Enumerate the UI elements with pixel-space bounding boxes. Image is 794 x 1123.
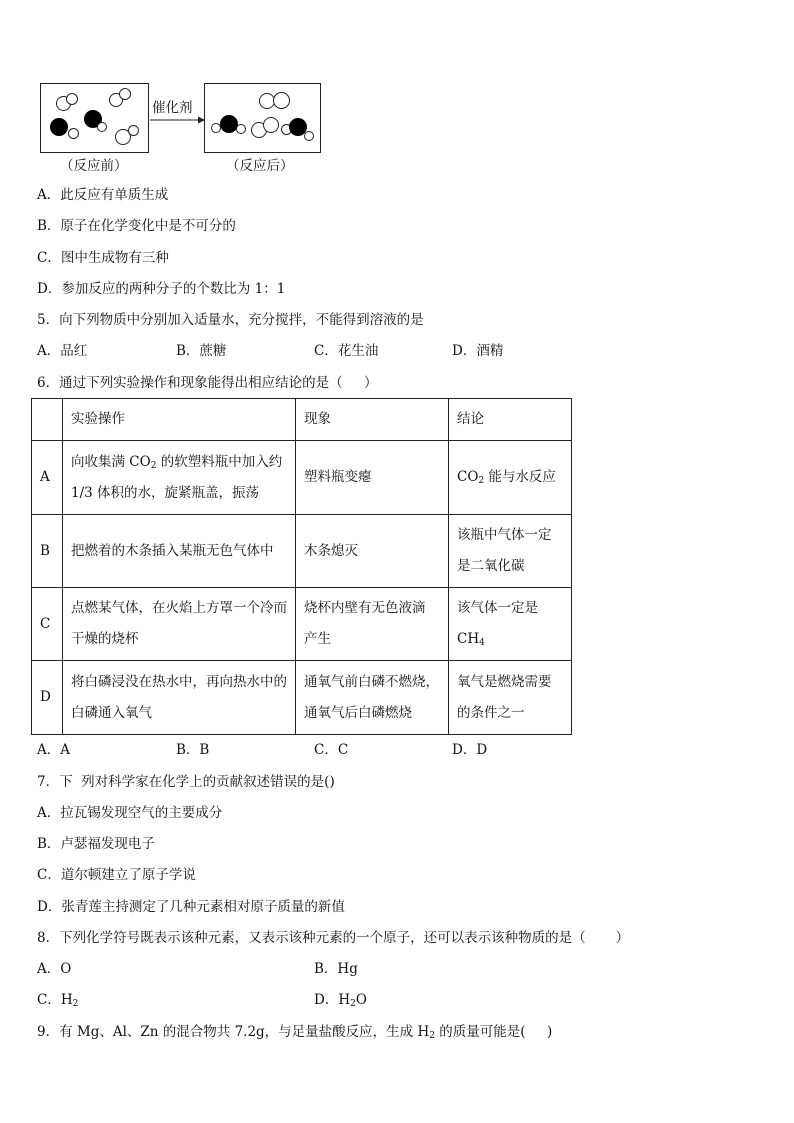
conclusion-cell: 该气体一定是 $CH_4$: [449, 588, 572, 661]
q8-stem: 8．下列化学符号既表示该种元素，又表示该种元素的一个原子，还可以表示该种物质的是（ ）: [37, 930, 630, 946]
operation-cell: 点燃某气体，在火焰上方罩一个冷而 干燥的烧杯: [63, 588, 296, 661]
q4-option-d: D．参加反应的两种分子的个数比为 1：1: [37, 281, 286, 297]
catalyst-label: 催化剂: [152, 100, 193, 116]
operation-cell: 将白磷浸没在热水中，再向热水中的 白磷通入氧气: [63, 661, 296, 735]
white-atom: [273, 92, 290, 109]
operation-line-2: 1/3 体积的水，旋紧瓶盖，振荡: [71, 484, 260, 501]
row-label: C: [32, 588, 63, 661]
q6-option-c: C．C: [314, 742, 349, 758]
q4-option-b: B．原子在化学变化中是不可分的: [37, 218, 236, 234]
q7-option-d: D．张青莲主持测定了几种元素相对原子质量的新值: [37, 899, 345, 915]
header-conclusion: 结论: [449, 399, 572, 441]
q6-experiment-table: [31, 398, 572, 735]
phenomenon-cell: 木条熄灭: [296, 515, 449, 588]
table-row: [32, 515, 572, 588]
operation-cell: 把燃着的木条插入某瓶无色气体中: [63, 515, 296, 588]
operation-cell: [63, 441, 296, 515]
header-blank-cell: [32, 399, 63, 441]
white-atom: [304, 131, 314, 141]
q6-option-d: D．D: [452, 742, 488, 758]
before-reaction-box: [40, 83, 149, 153]
white-atom: [263, 117, 279, 133]
table-row: [32, 661, 572, 735]
operation-line-1: 向收集满 $CO_2$ 的软塑料瓶中加入约: [71, 453, 283, 471]
q8-option-b: B．Hg: [314, 961, 358, 977]
conclusion-cell: 氧气是燃烧需要 的条件之一: [449, 661, 572, 735]
after-reaction-box: [204, 83, 321, 153]
black-atom: [50, 118, 68, 136]
q8-option-d: D．$H_2O$: [314, 992, 367, 1009]
q8-option-c: C．$H_2$: [37, 992, 79, 1009]
phenomenon-cell: 塑料瓶变瘪: [296, 441, 449, 515]
white-atom: [119, 88, 131, 100]
q6-option-a: A．A: [37, 742, 70, 758]
q7-option-b: B．卢瑟福发现电子: [37, 836, 155, 852]
after-caption: （反应后）: [226, 158, 294, 174]
q6-stem: 6．通过下列实验操作和现象能得出相应结论的是（ ）: [37, 375, 378, 391]
phenomenon-cell: 通氧气前白磷不燃烧， 通氧气后白磷燃烧: [296, 661, 449, 735]
before-caption: （反应前）: [60, 158, 128, 174]
conclusion-cell: $CO_2$ 能与水反应: [449, 441, 572, 515]
table-row: [32, 588, 572, 661]
white-atom: [68, 128, 79, 139]
q5-option-b: B．蔗糖: [176, 343, 227, 359]
phenomenon-cell: 烧杯内壁有无色液滴 产生: [296, 588, 449, 661]
q6-option-b: B．B: [176, 742, 210, 758]
q9-stem: 9．有 Mg、Al、Zn 的混合物共 7.2g，与足量盐酸反应，生成 $H_2$ 的质量可能是( ): [37, 1024, 553, 1041]
white-atom: [236, 124, 246, 134]
q7-stem: 7．下 列对科学家在化学上的贡献叙述错误的是(): [37, 774, 335, 790]
row-label: B: [32, 515, 63, 588]
q8-option-a: A．O: [37, 961, 72, 977]
header-phenomenon: 现象: [296, 399, 449, 441]
white-atom: [66, 93, 78, 105]
white-atom: [97, 122, 107, 132]
table-header-row: [32, 399, 572, 441]
q4-option-c: C．图中生成物有三种: [37, 250, 169, 266]
q5-option-a: A．品红: [37, 343, 88, 359]
q5-stem: 5．向下列物质中分别加入适量水，充分搅拌，不能得到溶液的是: [37, 312, 424, 328]
q7-option-a: A．拉瓦锡发现空气的主要成分: [37, 805, 223, 821]
white-atom: [128, 125, 139, 136]
conclusion-cell: 该瓶中气体一定 是二氧化碳: [449, 515, 572, 588]
header-operation: 实验操作: [63, 399, 296, 441]
reaction-arrow: [148, 115, 206, 125]
table-row: [32, 441, 572, 515]
q7-option-c: C．道尔顿建立了原子学说: [37, 867, 196, 883]
row-label: D: [32, 661, 63, 735]
q5-option-c: C．花生油: [314, 343, 379, 359]
q4-option-a: A．此反应有单质生成: [37, 187, 169, 203]
row-label: A: [32, 441, 63, 515]
q5-option-d: D．酒精: [452, 343, 504, 359]
